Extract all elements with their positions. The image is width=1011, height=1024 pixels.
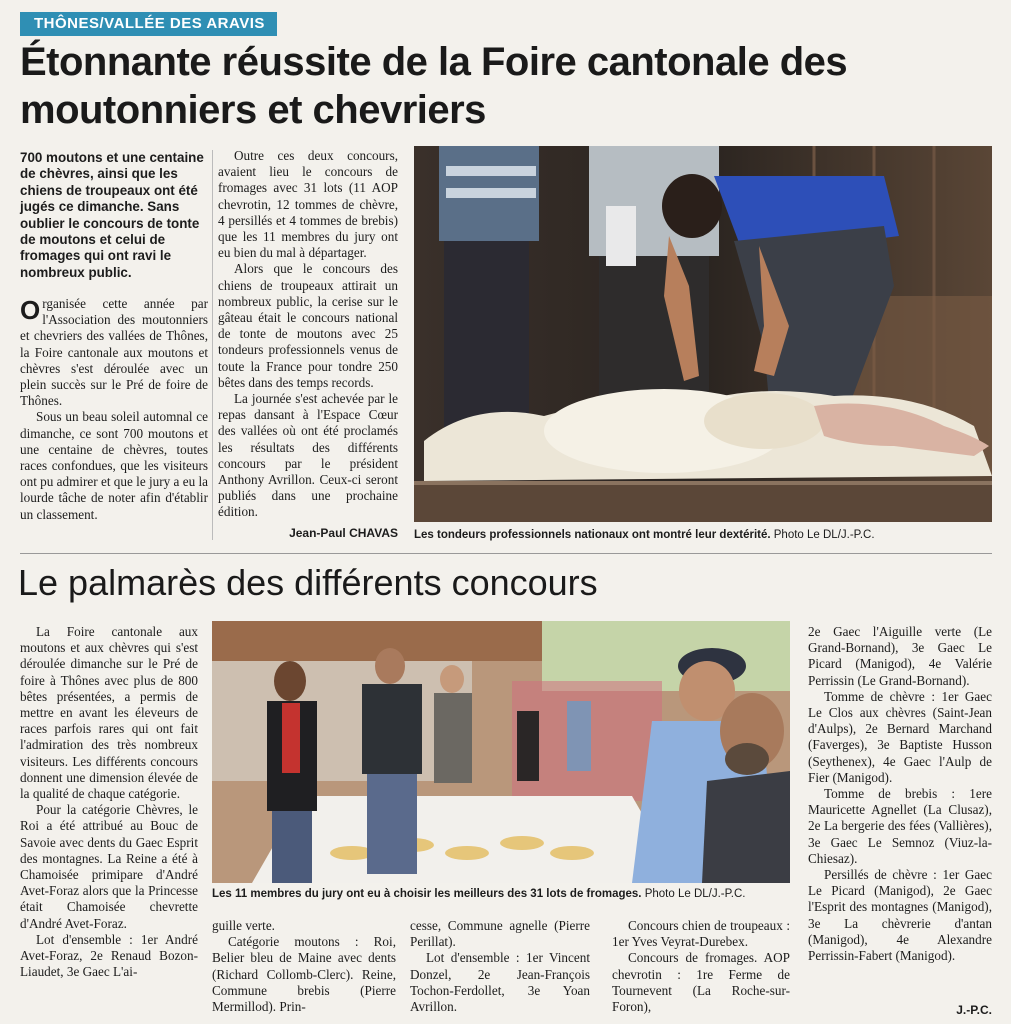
paragraph: Sous un beau soleil automnal ce dimanche, ce sont 700 moutons et une centaine de chèvres, toutes races confondues, que les visiteurs ont pu admirer et que le jury a eu la lourde tâche de noter afin d'établir un classement. — [20, 409, 208, 522]
article-lede: 700 moutons et une centaine de chèvres, ainsi que les chiens de troupeaux ont été jugés ce dimanche. Sans oublier le concours de tonte de moutons et celui de fromages qui ont ravi le nombreux public. — [20, 150, 204, 280]
paragraph: Pour la catégorie Chèvres, le Roi a été attribué au Bouc de Savoie avec dents du Gaec Esprit des montagnes. La Reine a été à Chamoisée primipare d'André Avet-Foraz alors que la Princesse était Chamoisée chevrette d'André Avet-Foraz. — [20, 802, 198, 931]
paragraph: Tomme de chèvre : 1er Gaec Le Clos aux chèvres (Saint-Jean d'Aulps), 2e Bernard Marchand (Faverges), 3e Baptiste Husson (Seythenex), 4e Gaec l'Aulp de Fier (Manigod). — [808, 688, 992, 785]
paragraph: Tomme de brebis : 1ere Mauricette Agnellet (La Clusaz), 2e La bergerie des fées (Vallières), 3e Gaec Le Semnoz (Viuz-la-Chiesaz). — [808, 786, 992, 866]
paragraph: La journée s'est achevée par le repas dansant à l'Espace Cœur des vallées où ont été proclamés les résultats des différents concours par le président Anthony Avrillon. Ceux-ci seront publiés dans une prochaine édition. — [218, 391, 398, 520]
drop-cap: O — [20, 295, 41, 325]
paragraph: Catégorie moutons : Roi, Belier bleu de Maine avec dents (Richard Collomb-Clerc). Reine, Commune brebis (Pierre Mermillod). Prin- — [212, 934, 396, 1015]
article-headline: Étonnante réussite de la Foire cantonale des moutonniers et chevriers — [20, 40, 848, 132]
author-signature: Jean-Paul CHAVAS — [289, 526, 398, 540]
paragraph: Outre ces deux concours, avaient lieu le concours de fromages avec 31 lots (11 AOP chevrotin, 12 tommes de chèvre, 4 persillés et 4 tommes de brebis) que les 11 membres du jury ont eu bien du mal à départager. — [218, 148, 398, 261]
paragraph: rganisée cette année par l'Association des moutonniers et chevriers des vallées de Thônes, la Foire cantonale aux moutons et chèvres s'est déroulée avec un plein succès sur le Pré de foire de Thônes. — [20, 296, 208, 409]
paragraph: Lot d'ensemble : 1er André Avet-Foraz, 2e Renaud Bozon-Liaudet, 3e Gaec L'ai- — [20, 931, 198, 980]
section-tag: THÔNES/VALLÉE DES ARAVIS — [20, 12, 277, 36]
paragraph: Concours chien de troupeaux : 1er Yves Veyrat-Durebex. — [612, 918, 790, 950]
article-column-2 — [218, 148, 398, 521]
article2-column-3 — [410, 918, 590, 1015]
article-column-1 — [20, 296, 208, 523]
paragraph: 2e Gaec l'Aiguille verte (Le Grand-Bornand), 3e Gaec Le Picard (Manigod), 4e Valérie Perrissin (Le Grand-Bornand). — [808, 624, 992, 688]
paragraph: Concours de fromages. AOP chevrotin : 1re Ferme de Tournevent (La Roche-sur-Foron), — [612, 950, 790, 1015]
paragraph: guille verte. — [212, 918, 275, 933]
article2-column-2 — [212, 918, 396, 1015]
paragraph: Persillés de chèvre : 1er Gaec Le Picard (Manigod), 2e Gaec l'Esprit des montagnes (Manigod), 3e La chèvrerie d'antan (Manigod), 4e Alexandre Perrissin-Fabert (Manigod). — [808, 867, 992, 964]
paragraph: La Foire cantonale aux moutons et aux chèvres qui s'est déroulée dimanche sur le Pré de foire à Thônes avec plus de 800 bêtes présentées, a permis de mettre en avant les éleveurs de races parfois rares qui ont fait l'admiration des très nombreux visiteurs. Les différents concours donnent une dimension élevée de la qualité de chaque catégorie. — [20, 624, 198, 802]
photo-caption-2 — [212, 887, 790, 901]
section-divider — [20, 553, 992, 554]
article2-column-1 — [20, 624, 198, 980]
bleed-through-text — [700, 14, 1000, 40]
paragraph: cesse, Commune agnelle (Pierre Perillat). — [410, 918, 590, 950]
caption-text: Les tondeurs professionnels nationaux ont montré leur dextérité. — [414, 529, 771, 541]
article2-column-4 — [612, 918, 790, 1015]
article-headline-2: Le palmarès des différents concours — [18, 562, 598, 603]
column-rule — [212, 150, 213, 540]
sheep-shearing-photo — [414, 146, 992, 522]
caption-text: Les 11 membres du jury ont eu à choisir les meilleurs des 31 lots de fromages. — [212, 888, 642, 900]
photo-caption — [414, 528, 992, 542]
author-signature-2: J.-P.C. — [956, 1003, 992, 1017]
article2-column-5 — [808, 624, 992, 964]
cheese-jury-photo — [212, 621, 790, 883]
paragraph: Alors que le concours des chiens de troupeaux attirait un nombreux public, la cerise sur le gâteau était le concours national de tonte de moutons avec 25 tondeurs professionnels venus de toute la France pour tondre 250 bêtes dans des temps records. — [218, 261, 398, 390]
paragraph: Lot d'ensemble : 1er Vincent Donzel, 2e Jean-François Tochon-Ferdollet, 3e Yoan Avrillon. — [410, 950, 590, 1015]
photo-credit: Photo Le DL/J.-P.C. — [773, 529, 875, 541]
photo-credit: Photo Le DL/J.-P.C. — [644, 888, 746, 900]
